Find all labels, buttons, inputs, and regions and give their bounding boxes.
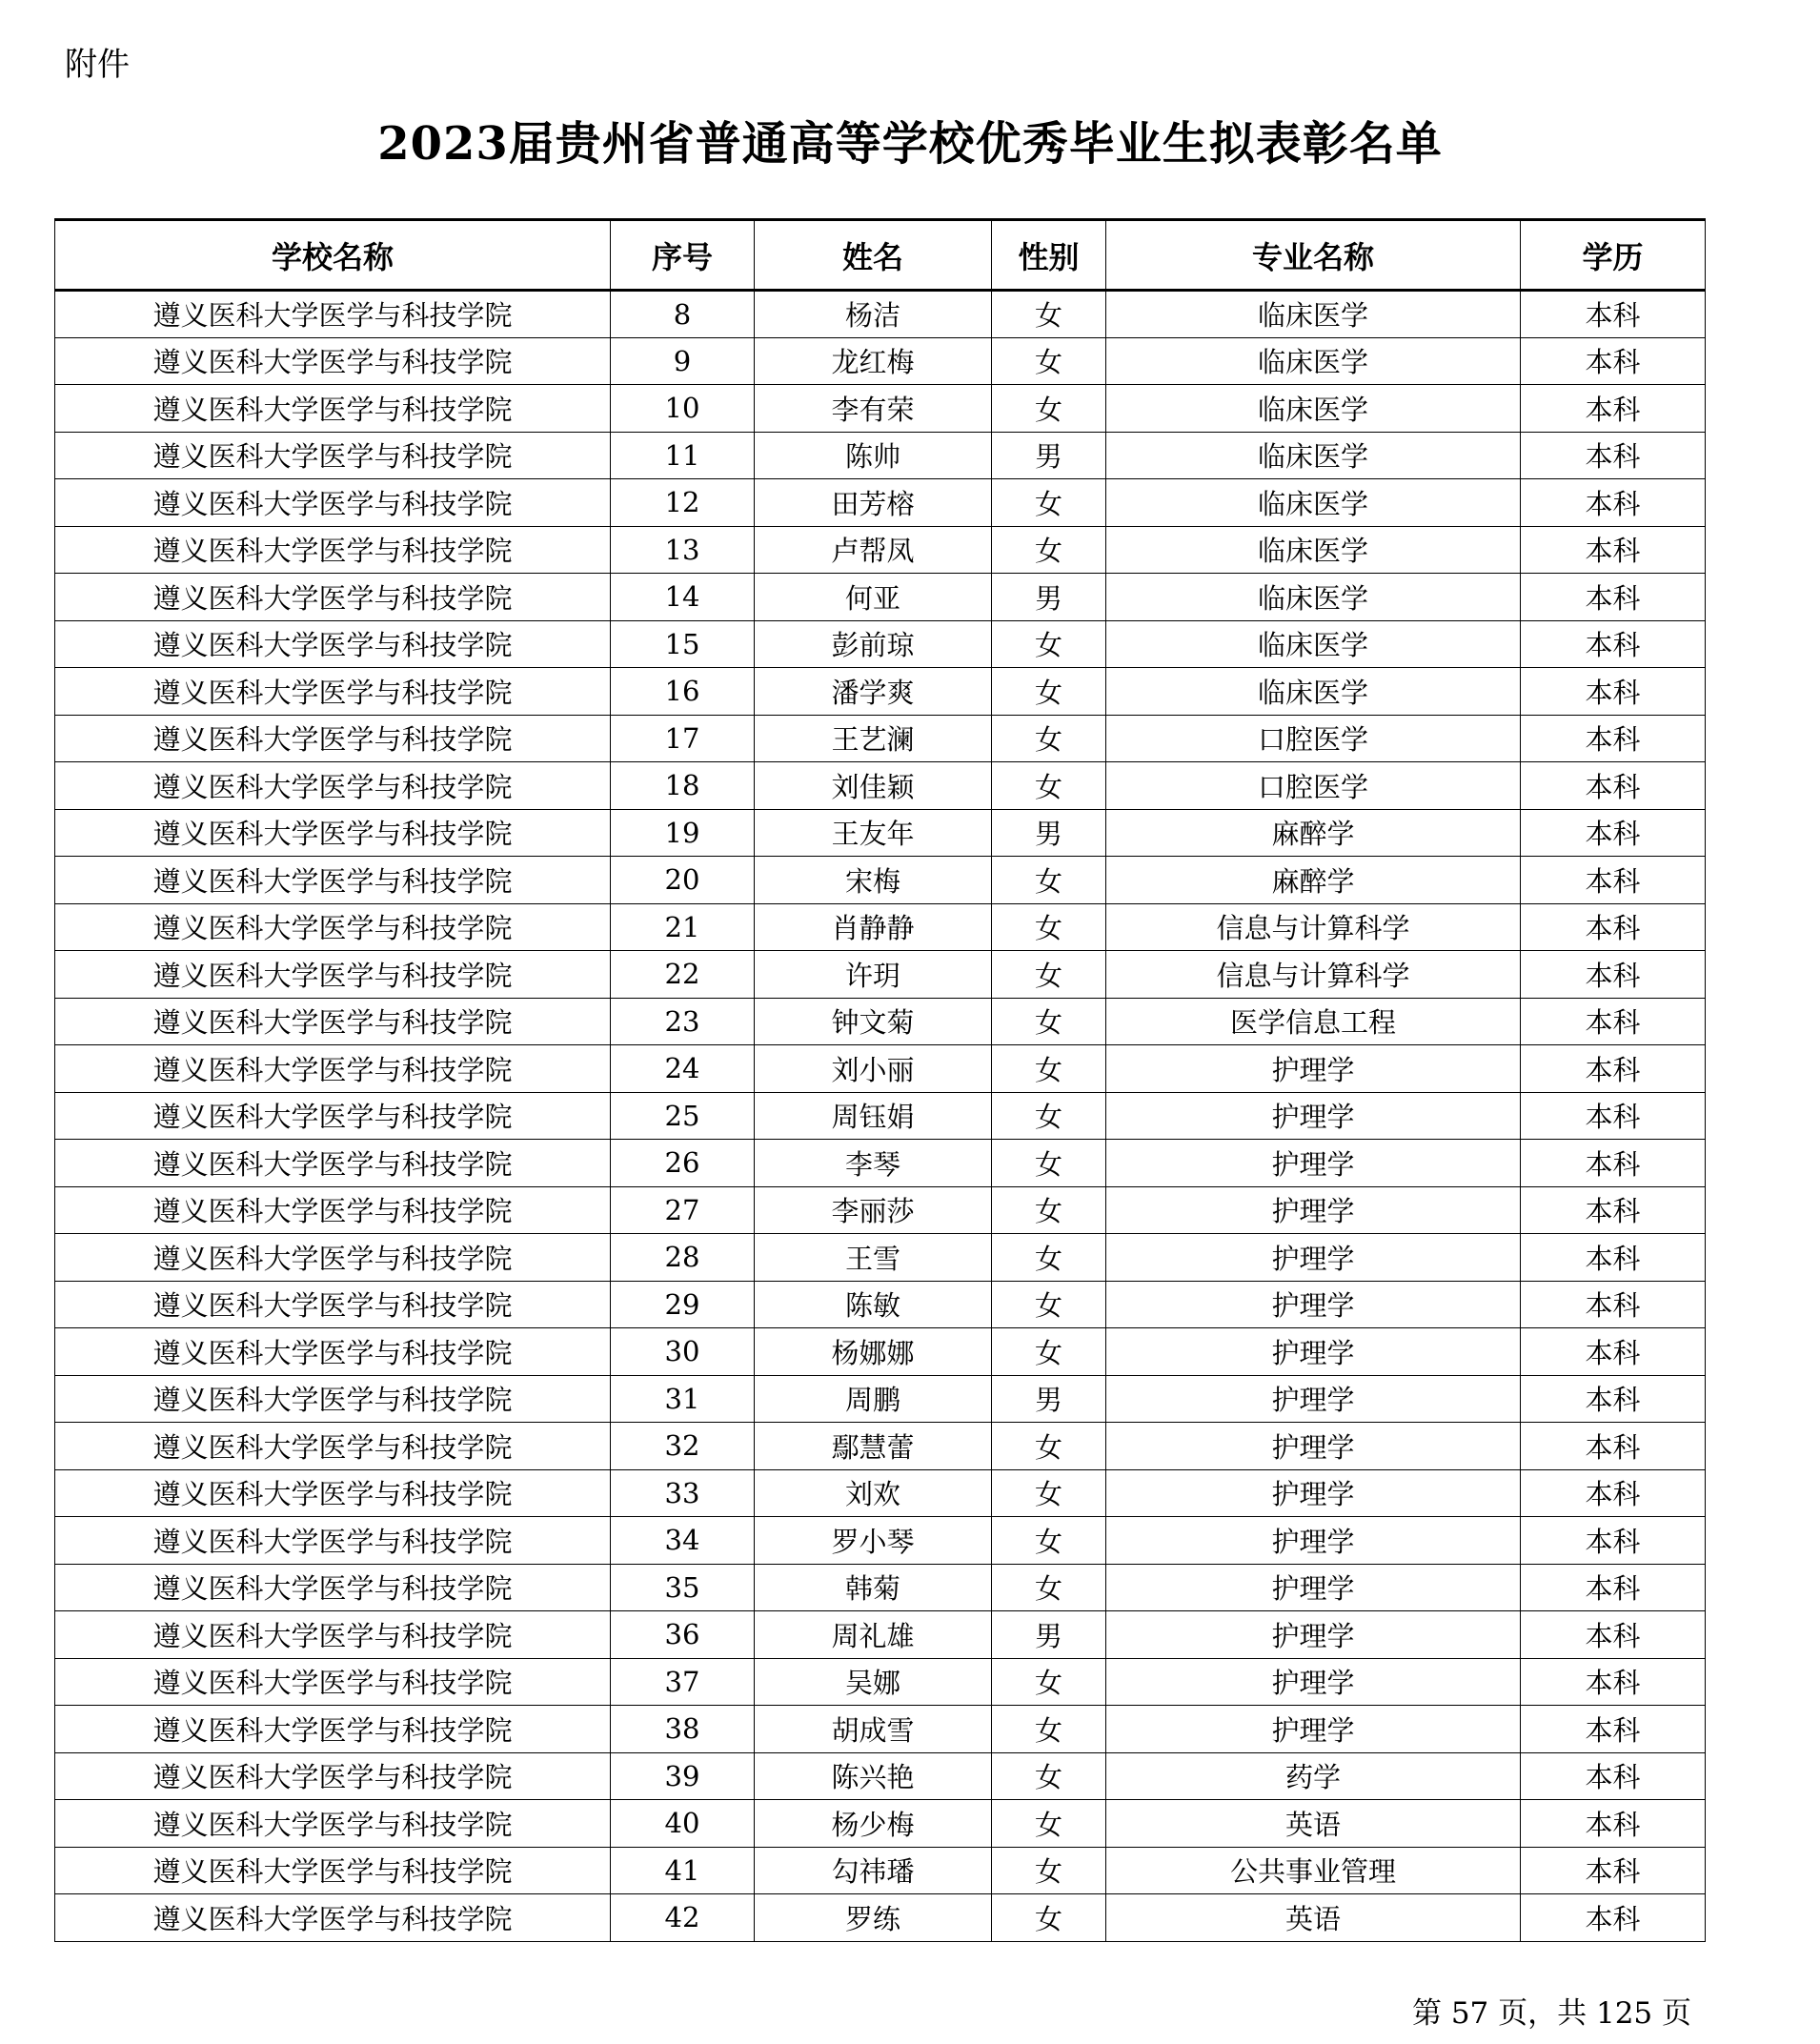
cell-school: 遵义医科大学医学与科技学院 <box>55 668 611 716</box>
cell-school: 遵义医科大学医学与科技学院 <box>55 574 611 621</box>
table-row <box>55 951 1706 999</box>
cell-degree: 本科 <box>1521 857 1706 904</box>
cell-name: 韩菊 <box>755 1564 992 1611</box>
cell-gender: 女 <box>992 668 1106 716</box>
cell-number: 25 <box>611 1092 755 1140</box>
cell-gender: 女 <box>992 857 1106 904</box>
cell-number: 14 <box>611 574 755 621</box>
cell-name: 李有荣 <box>755 385 992 433</box>
cell-name: 刘小丽 <box>755 1045 992 1093</box>
cell-number: 35 <box>611 1564 755 1611</box>
table-row <box>55 1045 1706 1093</box>
cell-gender: 女 <box>992 1658 1106 1706</box>
cell-major: 护理学 <box>1106 1469 1521 1517</box>
cell-gender: 女 <box>992 1517 1106 1565</box>
cell-major: 护理学 <box>1106 1186 1521 1234</box>
cell-degree: 本科 <box>1521 1375 1706 1423</box>
table-row <box>55 1564 1706 1611</box>
table-row <box>55 1423 1706 1470</box>
cell-name: 卢帮凤 <box>755 526 992 574</box>
header-row <box>55 220 1706 291</box>
cell-name: 肖静静 <box>755 903 992 951</box>
cell-number: 37 <box>611 1658 755 1706</box>
cell-gender: 男 <box>992 1611 1106 1659</box>
cell-school: 遵义医科大学医学与科技学院 <box>55 385 611 433</box>
table-row <box>55 1894 1706 1942</box>
cell-major: 口腔医学 <box>1106 762 1521 810</box>
cell-major: 临床医学 <box>1106 620 1521 668</box>
cell-major: 麻醉学 <box>1106 809 1521 857</box>
cell-gender: 女 <box>992 1800 1106 1848</box>
cell-school: 遵义医科大学医学与科技学院 <box>55 1092 611 1140</box>
cell-degree: 本科 <box>1521 574 1706 621</box>
cell-gender: 男 <box>992 574 1106 621</box>
cell-school: 遵义医科大学医学与科技学院 <box>55 1423 611 1470</box>
table-row <box>55 668 1706 716</box>
column-header-school: 学校名称 <box>55 220 611 291</box>
cell-school: 遵义医科大学医学与科技学院 <box>55 479 611 527</box>
cell-number: 21 <box>611 903 755 951</box>
cell-degree: 本科 <box>1521 1706 1706 1753</box>
cell-school: 遵义医科大学医学与科技学院 <box>55 1752 611 1800</box>
cell-number: 10 <box>611 385 755 433</box>
cell-school: 遵义医科大学医学与科技学院 <box>55 809 611 857</box>
cell-school: 遵义医科大学医学与科技学院 <box>55 1234 611 1282</box>
cell-number: 38 <box>611 1706 755 1753</box>
cell-name: 何亚 <box>755 574 992 621</box>
cell-gender: 女 <box>992 526 1106 574</box>
cell-name: 刘欢 <box>755 1469 992 1517</box>
cell-degree: 本科 <box>1521 715 1706 762</box>
cell-name: 钟文菊 <box>755 998 992 1045</box>
cell-gender: 女 <box>992 1894 1106 1942</box>
cell-degree: 本科 <box>1521 291 1706 338</box>
cell-school: 遵义医科大学医学与科技学院 <box>55 1469 611 1517</box>
cell-degree: 本科 <box>1521 1045 1706 1093</box>
cell-name: 周鹏 <box>755 1375 992 1423</box>
table-row <box>55 715 1706 762</box>
cell-name: 杨洁 <box>755 291 992 338</box>
cell-degree: 本科 <box>1521 1186 1706 1234</box>
cell-name: 许玥 <box>755 951 992 999</box>
cell-gender: 女 <box>992 1564 1106 1611</box>
cell-school: 遵义医科大学医学与科技学院 <box>55 998 611 1045</box>
cell-major: 医学信息工程 <box>1106 998 1521 1045</box>
cell-name: 勾祎璠 <box>755 1847 992 1894</box>
cell-number: 34 <box>611 1517 755 1565</box>
cell-gender: 女 <box>992 1752 1106 1800</box>
cell-school: 遵义医科大学医学与科技学院 <box>55 1186 611 1234</box>
cell-degree: 本科 <box>1521 1469 1706 1517</box>
cell-school: 遵义医科大学医学与科技学院 <box>55 1328 611 1376</box>
cell-name: 宋梅 <box>755 857 992 904</box>
cell-number: 22 <box>611 951 755 999</box>
cell-degree: 本科 <box>1521 526 1706 574</box>
cell-major: 临床医学 <box>1106 432 1521 479</box>
cell-major: 护理学 <box>1106 1328 1521 1376</box>
cell-name: 李琴 <box>755 1140 992 1187</box>
cell-number: 27 <box>611 1186 755 1234</box>
cell-school: 遵义医科大学医学与科技学院 <box>55 337 611 385</box>
graduate-roster-table <box>54 218 1706 1942</box>
cell-school: 遵义医科大学医学与科技学院 <box>55 1800 611 1848</box>
cell-number: 24 <box>611 1045 755 1093</box>
table-row <box>55 1800 1706 1848</box>
cell-school: 遵义医科大学医学与科技学院 <box>55 1564 611 1611</box>
cell-gender: 女 <box>992 951 1106 999</box>
attachment-label: 附件 <box>65 46 130 84</box>
cell-school: 遵义医科大学医学与科技学院 <box>55 951 611 999</box>
cell-major: 护理学 <box>1106 1706 1521 1753</box>
table-row <box>55 1469 1706 1517</box>
table-row <box>55 432 1706 479</box>
cell-gender: 女 <box>992 1186 1106 1234</box>
table-row <box>55 1328 1706 1376</box>
cell-major: 信息与计算科学 <box>1106 951 1521 999</box>
cell-major: 护理学 <box>1106 1092 1521 1140</box>
table-header <box>55 220 1706 291</box>
cell-gender: 女 <box>992 903 1106 951</box>
cell-gender: 女 <box>992 479 1106 527</box>
cell-school: 遵义医科大学医学与科技学院 <box>55 526 611 574</box>
table-row <box>55 479 1706 527</box>
cell-gender: 女 <box>992 1706 1106 1753</box>
table-row <box>55 762 1706 810</box>
cell-major: 护理学 <box>1106 1234 1521 1282</box>
cell-gender: 女 <box>992 1140 1106 1187</box>
cell-major: 临床医学 <box>1106 291 1521 338</box>
cell-degree: 本科 <box>1521 1140 1706 1187</box>
cell-gender: 女 <box>992 337 1106 385</box>
cell-name: 罗练 <box>755 1894 992 1942</box>
cell-name: 胡成雪 <box>755 1706 992 1753</box>
cell-name: 王友年 <box>755 809 992 857</box>
cell-name: 李丽莎 <box>755 1186 992 1234</box>
table-row <box>55 857 1706 904</box>
cell-degree: 本科 <box>1521 903 1706 951</box>
cell-gender: 女 <box>992 1469 1106 1517</box>
cell-number: 11 <box>611 432 755 479</box>
cell-number: 8 <box>611 291 755 338</box>
cell-degree: 本科 <box>1521 951 1706 999</box>
cell-degree: 本科 <box>1521 1564 1706 1611</box>
cell-number: 18 <box>611 762 755 810</box>
cell-number: 41 <box>611 1847 755 1894</box>
cell-gender: 女 <box>992 715 1106 762</box>
cell-name: 彭前琼 <box>755 620 992 668</box>
table-row <box>55 1517 1706 1565</box>
cell-school: 遵义医科大学医学与科技学院 <box>55 903 611 951</box>
table-row <box>55 1847 1706 1894</box>
cell-name: 鄢慧蕾 <box>755 1423 992 1470</box>
cell-degree: 本科 <box>1521 1894 1706 1942</box>
cell-number: 17 <box>611 715 755 762</box>
cell-degree: 本科 <box>1521 432 1706 479</box>
cell-number: 9 <box>611 337 755 385</box>
cell-number: 33 <box>611 1469 755 1517</box>
cell-name: 陈兴艳 <box>755 1752 992 1800</box>
cell-number: 29 <box>611 1281 755 1328</box>
cell-name: 周礼雄 <box>755 1611 992 1659</box>
cell-major: 英语 <box>1106 1894 1521 1942</box>
cell-degree: 本科 <box>1521 668 1706 716</box>
cell-major: 临床医学 <box>1106 668 1521 716</box>
cell-degree: 本科 <box>1521 1611 1706 1659</box>
cell-major: 护理学 <box>1106 1140 1521 1187</box>
table-row <box>55 620 1706 668</box>
cell-school: 遵义医科大学医学与科技学院 <box>55 1140 611 1187</box>
cell-number: 16 <box>611 668 755 716</box>
cell-major: 口腔医学 <box>1106 715 1521 762</box>
cell-gender: 男 <box>992 432 1106 479</box>
table-row <box>55 1706 1706 1753</box>
cell-name: 杨少梅 <box>755 1800 992 1848</box>
cell-name: 罗小琴 <box>755 1517 992 1565</box>
cell-name: 刘佳颖 <box>755 762 992 810</box>
table-row <box>55 291 1706 338</box>
cell-name: 陈敏 <box>755 1281 992 1328</box>
table-row <box>55 1611 1706 1659</box>
table-row <box>55 903 1706 951</box>
cell-gender: 女 <box>992 291 1106 338</box>
cell-school: 遵义医科大学医学与科技学院 <box>55 1517 611 1565</box>
cell-name: 吴娜 <box>755 1658 992 1706</box>
cell-gender: 女 <box>992 1328 1106 1376</box>
cell-name: 周钰娟 <box>755 1092 992 1140</box>
cell-major: 护理学 <box>1106 1281 1521 1328</box>
cell-gender: 女 <box>992 1234 1106 1282</box>
cell-major: 英语 <box>1106 1800 1521 1848</box>
cell-degree: 本科 <box>1521 809 1706 857</box>
cell-major: 药学 <box>1106 1752 1521 1800</box>
cell-number: 13 <box>611 526 755 574</box>
cell-major: 信息与计算科学 <box>1106 903 1521 951</box>
cell-number: 40 <box>611 1800 755 1848</box>
table-row <box>55 998 1706 1045</box>
cell-major: 麻醉学 <box>1106 857 1521 904</box>
cell-number: 32 <box>611 1423 755 1470</box>
cell-number: 39 <box>611 1752 755 1800</box>
cell-degree: 本科 <box>1521 1847 1706 1894</box>
cell-school: 遵义医科大学医学与科技学院 <box>55 762 611 810</box>
cell-school: 遵义医科大学医学与科技学院 <box>55 620 611 668</box>
cell-gender: 女 <box>992 1092 1106 1140</box>
cell-major: 护理学 <box>1106 1517 1521 1565</box>
cell-degree: 本科 <box>1521 620 1706 668</box>
cell-name: 田芳榕 <box>755 479 992 527</box>
cell-major: 护理学 <box>1106 1423 1521 1470</box>
cell-number: 15 <box>611 620 755 668</box>
cell-gender: 女 <box>992 998 1106 1045</box>
cell-gender: 女 <box>992 620 1106 668</box>
cell-school: 遵义医科大学医学与科技学院 <box>55 1045 611 1093</box>
cell-number: 36 <box>611 1611 755 1659</box>
cell-major: 护理学 <box>1106 1564 1521 1611</box>
cell-name: 杨娜娜 <box>755 1328 992 1376</box>
cell-school: 遵义医科大学医学与科技学院 <box>55 1847 611 1894</box>
table-row <box>55 337 1706 385</box>
cell-degree: 本科 <box>1521 385 1706 433</box>
cell-school: 遵义医科大学医学与科技学院 <box>55 291 611 338</box>
column-header-degree: 学历 <box>1521 220 1706 291</box>
cell-degree: 本科 <box>1521 479 1706 527</box>
cell-school: 遵义医科大学医学与科技学院 <box>55 1658 611 1706</box>
cell-degree: 本科 <box>1521 1800 1706 1848</box>
cell-degree: 本科 <box>1521 1092 1706 1140</box>
column-header-name: 姓名 <box>755 220 992 291</box>
cell-name: 龙红梅 <box>755 337 992 385</box>
cell-major: 护理学 <box>1106 1375 1521 1423</box>
cell-gender: 女 <box>992 762 1106 810</box>
cell-gender: 女 <box>992 1045 1106 1093</box>
cell-degree: 本科 <box>1521 762 1706 810</box>
cell-gender: 女 <box>992 1423 1106 1470</box>
cell-number: 26 <box>611 1140 755 1187</box>
cell-degree: 本科 <box>1521 1517 1706 1565</box>
cell-major: 公共事业管理 <box>1106 1847 1521 1894</box>
cell-number: 30 <box>611 1328 755 1376</box>
table-row <box>55 574 1706 621</box>
cell-number: 20 <box>611 857 755 904</box>
cell-degree: 本科 <box>1521 1234 1706 1282</box>
cell-major: 临床医学 <box>1106 337 1521 385</box>
page-indicator: 第 57 页，共 125 页 <box>1411 1996 1691 2031</box>
cell-degree: 本科 <box>1521 1281 1706 1328</box>
cell-name: 潘学爽 <box>755 668 992 716</box>
table-row <box>55 1140 1706 1187</box>
cell-degree: 本科 <box>1521 1752 1706 1800</box>
cell-school: 遵义医科大学医学与科技学院 <box>55 432 611 479</box>
cell-school: 遵义医科大学医学与科技学院 <box>55 1375 611 1423</box>
cell-number: 31 <box>611 1375 755 1423</box>
cell-degree: 本科 <box>1521 337 1706 385</box>
cell-school: 遵义医科大学医学与科技学院 <box>55 715 611 762</box>
cell-major: 临床医学 <box>1106 574 1521 621</box>
cell-number: 12 <box>611 479 755 527</box>
cell-number: 28 <box>611 1234 755 1282</box>
table-body <box>55 291 1706 1942</box>
table-row <box>55 1658 1706 1706</box>
column-header-gender: 性别 <box>992 220 1106 291</box>
cell-major: 临床医学 <box>1106 385 1521 433</box>
table-row <box>55 385 1706 433</box>
cell-major: 临床医学 <box>1106 479 1521 527</box>
cell-major: 护理学 <box>1106 1658 1521 1706</box>
cell-school: 遵义医科大学医学与科技学院 <box>55 1611 611 1659</box>
column-header-number: 序号 <box>611 220 755 291</box>
cell-degree: 本科 <box>1521 1328 1706 1376</box>
cell-school: 遵义医科大学医学与科技学院 <box>55 1706 611 1753</box>
column-header-major: 专业名称 <box>1106 220 1521 291</box>
cell-gender: 男 <box>992 809 1106 857</box>
cell-number: 42 <box>611 1894 755 1942</box>
cell-name: 王雪 <box>755 1234 992 1282</box>
cell-number: 23 <box>611 998 755 1045</box>
cell-school: 遵义医科大学医学与科技学院 <box>55 1894 611 1942</box>
cell-degree: 本科 <box>1521 1423 1706 1470</box>
cell-name: 王艺澜 <box>755 715 992 762</box>
cell-major: 临床医学 <box>1106 526 1521 574</box>
cell-school: 遵义医科大学医学与科技学院 <box>55 1281 611 1328</box>
cell-school: 遵义医科大学医学与科技学院 <box>55 857 611 904</box>
cell-name: 陈帅 <box>755 432 992 479</box>
table-row <box>55 1234 1706 1282</box>
cell-major: 护理学 <box>1106 1611 1521 1659</box>
cell-gender: 女 <box>992 1281 1106 1328</box>
cell-gender: 女 <box>992 1847 1106 1894</box>
table-row <box>55 1092 1706 1140</box>
table-row <box>55 1186 1706 1234</box>
cell-degree: 本科 <box>1521 1658 1706 1706</box>
table-row <box>55 1281 1706 1328</box>
cell-gender: 男 <box>992 1375 1106 1423</box>
cell-degree: 本科 <box>1521 998 1706 1045</box>
cell-number: 19 <box>611 809 755 857</box>
table-row <box>55 526 1706 574</box>
document-title: 2023届贵州省普通高等学校优秀毕业生拟表彰名单 <box>377 117 1443 171</box>
cell-gender: 女 <box>992 385 1106 433</box>
table-row <box>55 809 1706 857</box>
cell-major: 护理学 <box>1106 1045 1521 1093</box>
table-row <box>55 1752 1706 1800</box>
table-row <box>55 1375 1706 1423</box>
